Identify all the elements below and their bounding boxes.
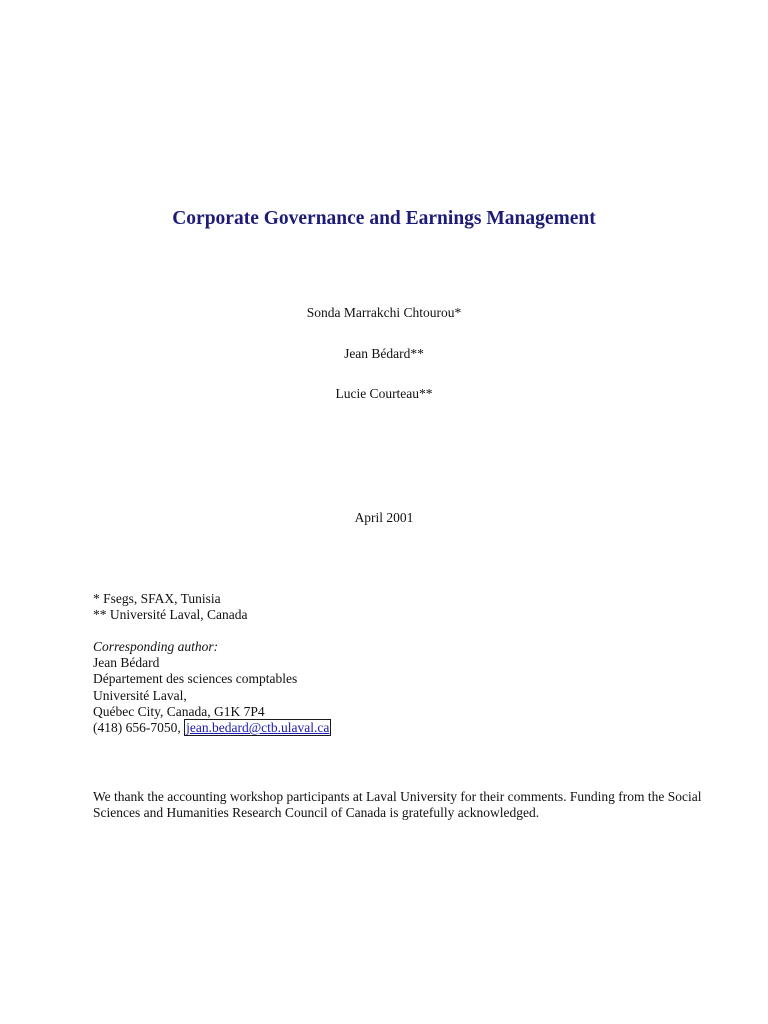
affiliation-2: ** Université Laval, Canada: [93, 607, 248, 623]
corresponding-name: Jean Bédard: [93, 655, 160, 671]
corresponding-contact: [93, 720, 331, 736]
publication-date: April 2001: [354, 510, 414, 525]
corresponding-department: Département des sciences comptables: [93, 671, 298, 687]
acknowledgement: We thank the accounting workshop participants at Laval University for their comments. Funding from the Social Sciences and Humanities Research Council of Canada is gratefully acknowledged.: [93, 788, 702, 820]
affiliation-1: * Fsegs, SFAX, Tunisia: [93, 591, 221, 606]
author-3: Lucie Courteau**: [335, 386, 433, 401]
corresponding-phone: (418) 656-7050,: [93, 720, 181, 736]
affiliations: [93, 591, 247, 623]
author-1: Sonda Marrakchi Chtourou*: [306, 305, 462, 320]
corresponding-author-block: [93, 639, 331, 736]
corresponding-address: Québec City, Canada, G1K 7P4: [93, 703, 265, 719]
email-link[interactable]: jean.bedard@ctb.ulaval.ca: [186, 720, 330, 736]
corresponding-university: Université Laval,: [93, 687, 187, 703]
corresponding-heading: Corresponding author:: [93, 639, 219, 654]
paper-title: Corporate Governance and Earnings Management: [172, 208, 596, 229]
author-2: Jean Bédard**: [344, 346, 424, 361]
